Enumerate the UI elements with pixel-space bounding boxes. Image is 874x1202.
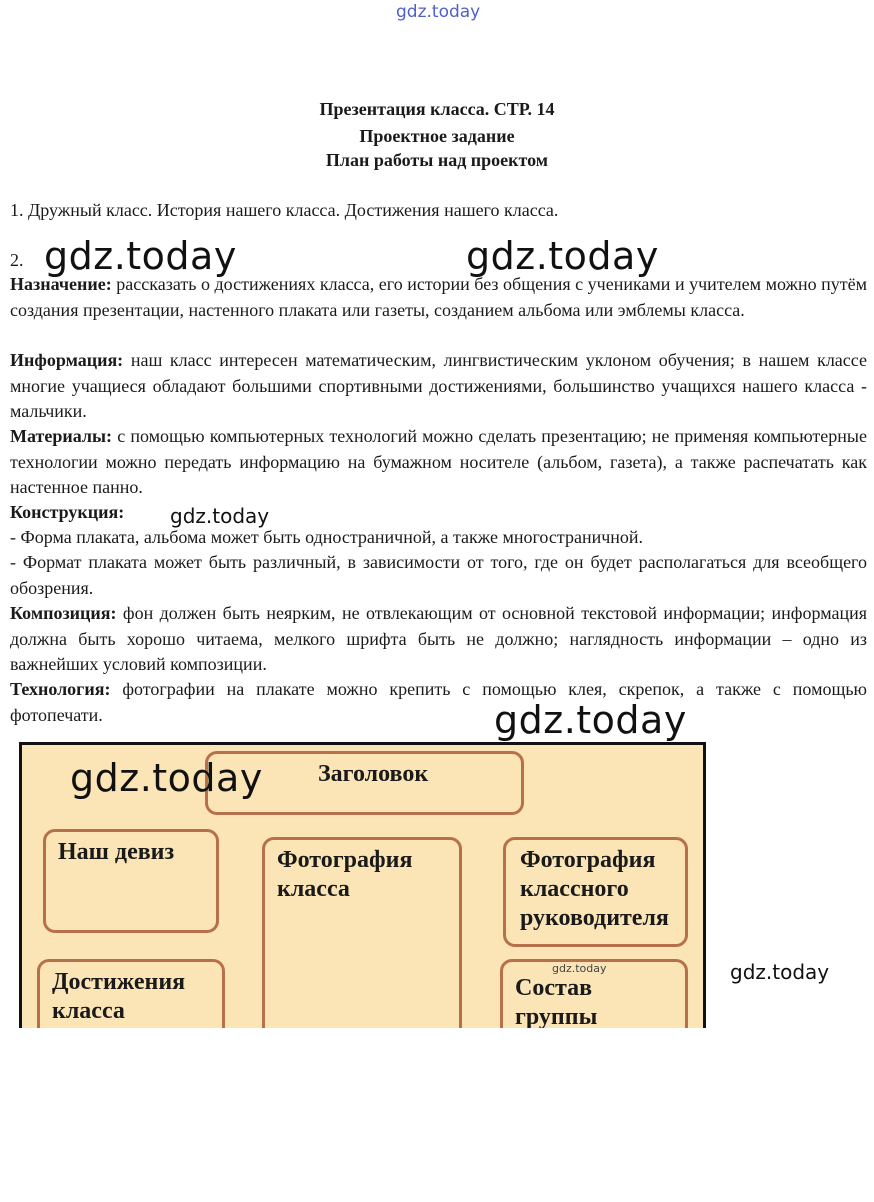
materials-text: с помощью компьютерных технологий можно сделать презентацию; не применяя компьютерные технологии можно передать информацию на бумажном носителе (альбом, газета), а также распечатать как настенное панно. [10, 426, 867, 497]
page-subtitle: Проектное задание [359, 126, 515, 146]
purpose-label: Назначение: [10, 274, 112, 294]
plan-heading: План работы над проектом [325, 150, 549, 170]
materials-label: Материалы: [10, 426, 113, 446]
technology-text: фотографии на плакате можно крепить с помощью клея, скрепок, а также с помощью фотопечати. [10, 679, 867, 725]
watermark-3: gdz.today [170, 504, 270, 528]
watermark-1: gdz.today [44, 234, 237, 278]
poster-achievements-box [37, 959, 225, 1028]
purpose-section [10, 272, 867, 323]
info-section [10, 348, 867, 425]
composition-section [10, 601, 867, 678]
poster-achievements-label: Достижения класса [52, 969, 186, 1024]
poster-layout [19, 742, 706, 1028]
composition-text: фон должен быть неярким, не отвлекающим от основной текстовой информации; информация должна быть хорошо читаема, мелкого шрифта быть не должно; наглядность информации – одно из важнейших условий композиции. [10, 603, 867, 674]
item-1: 1. Дружный класс. История нашего класса. Достижения нашего класса. [10, 200, 559, 220]
poster-teacher-photo-box [503, 837, 688, 947]
watermark-side: gdz.today [730, 960, 830, 984]
composition-label: Композиция: [10, 603, 117, 623]
construction-line-2: - Формат плаката может быть различный, в зависимости от того, где он будет располагаться для всеобщего обозрения. [10, 552, 867, 598]
poster-heading-label: Заголовок [318, 761, 429, 787]
watermark-2: gdz.today [466, 234, 659, 278]
watermark-tiny: gdz.today [552, 962, 607, 975]
poster-motto-box [43, 829, 219, 933]
item-2: 2. [10, 250, 24, 270]
watermark-4: gdz.today [494, 698, 687, 742]
poster-group-label: Состав группы [515, 975, 598, 1028]
page-title: Презентация класса. СТР. 14 [319, 99, 555, 119]
technology-section [10, 677, 867, 728]
poster-motto-label: Наш девиз [58, 839, 175, 865]
poster-class-photo-label: Фотография класса [277, 847, 413, 902]
watermark-top: gdz.today [396, 2, 481, 22]
construction-line-1: - Форма плаката, альбома может быть одностраничной, а также многостраничной. [10, 527, 644, 547]
info-label: Информация: [10, 350, 124, 370]
info-text: наш класс интересен математическим, лингвистическим уклоном обучения; в нашем классе многие учащиеся обладают большими спортивными достижениями, большинство учащихся нашего класса - мальчики. [10, 350, 867, 421]
watermark-poster: gdz.today [70, 756, 263, 800]
purpose-text: рассказать о достижениях класса, его истории без общения с учениками и учителем можно путём создания презентации, настенного плаката или газеты, созданием альбома или эмблемы класса. [10, 274, 867, 320]
construction-label: Конструкция: [10, 502, 125, 522]
poster-class-photo-box [262, 837, 462, 1028]
materials-section [10, 424, 867, 501]
technology-label: Технология: [10, 679, 111, 699]
poster-teacher-photo-label: Фотография классного руководителя [520, 847, 669, 931]
